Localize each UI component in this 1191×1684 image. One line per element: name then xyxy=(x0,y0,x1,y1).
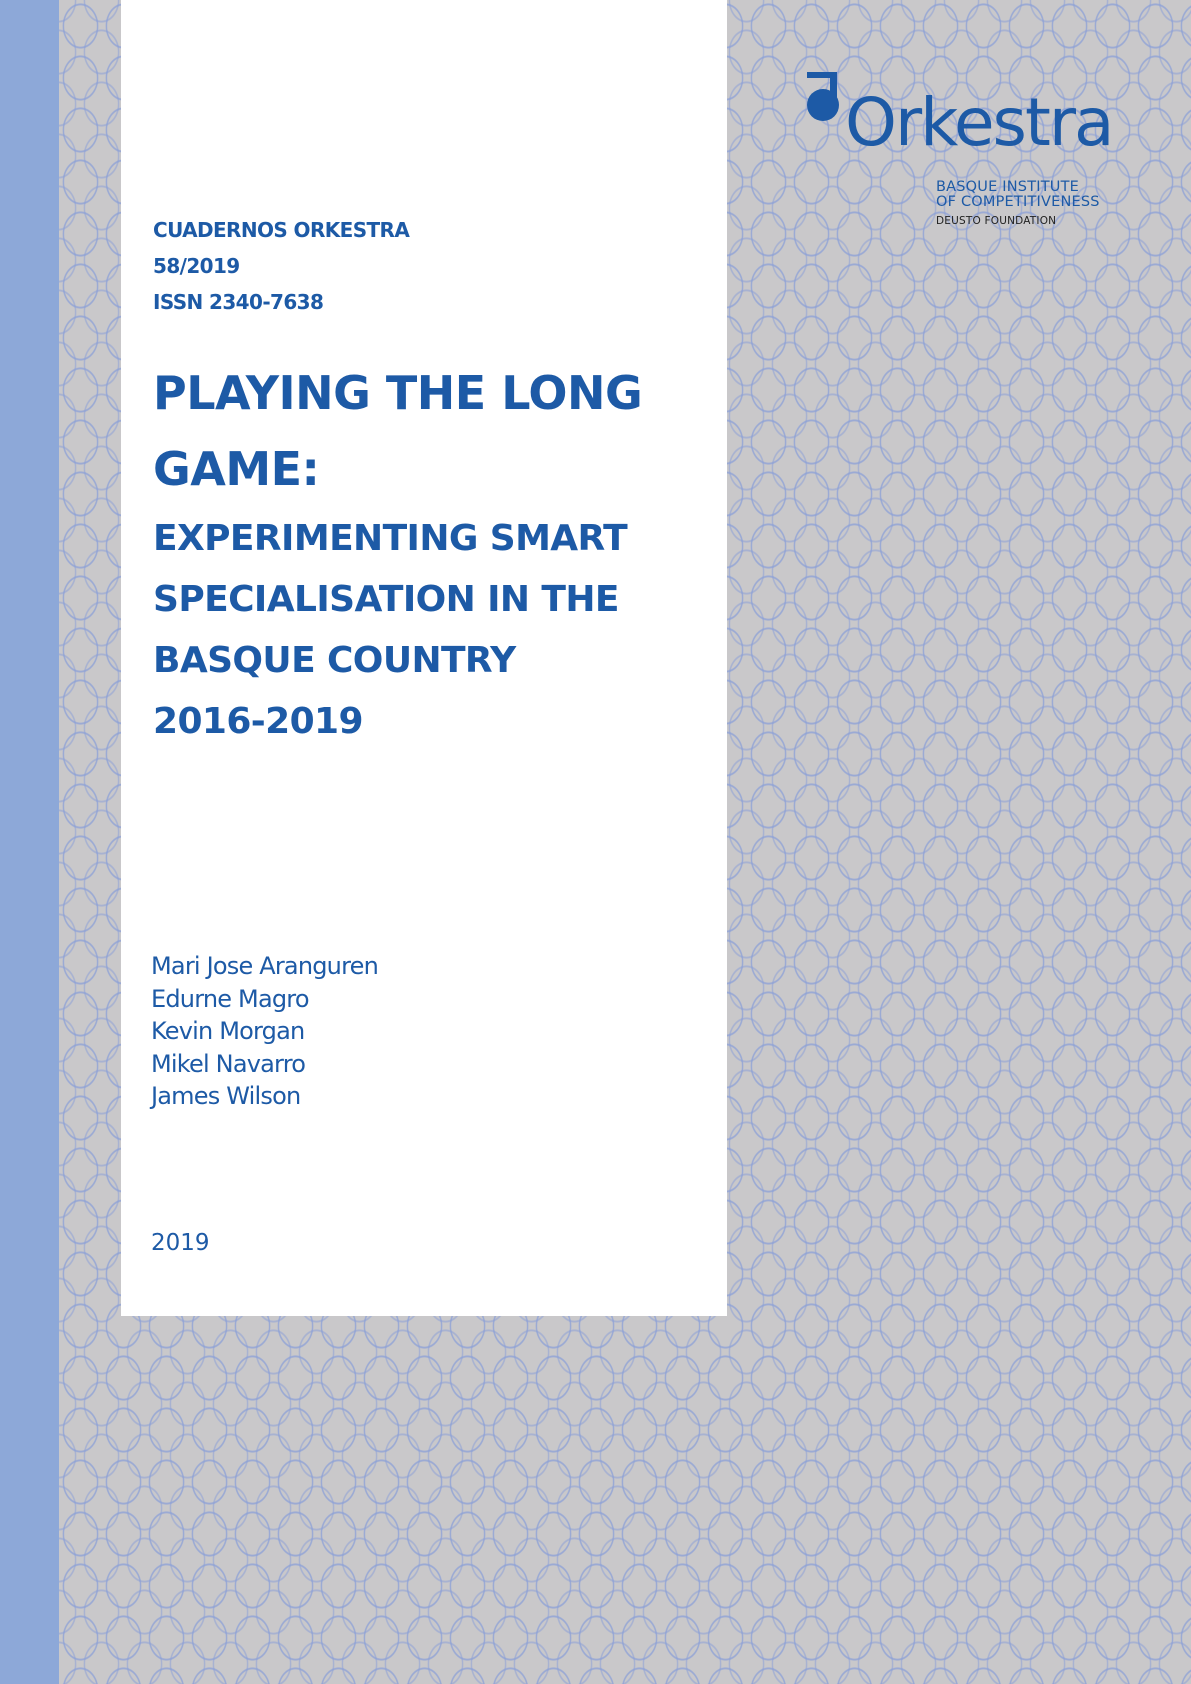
main-title-line-1: PLAYING THE LONG xyxy=(153,366,643,420)
author-name: Mikel Navarro xyxy=(151,1049,306,1078)
author-list xyxy=(151,950,378,1113)
series-info xyxy=(153,212,409,320)
series-issn: ISSN 2340-7638 xyxy=(153,290,324,314)
subtitle-line-2: SPECIALISATION IN THE xyxy=(153,579,619,620)
subtitle-line-1: EXPERIMENTING SMART xyxy=(153,518,628,559)
publication-year: 2019 xyxy=(151,1230,210,1256)
logo-tagline-2: OF COMPETITIVENESS xyxy=(936,194,1100,210)
author-name: Kevin Morgan xyxy=(151,1017,305,1045)
subtitle-line-4: 2016-2019 xyxy=(153,701,363,742)
series-name: CUADERNOS ORKESTRA xyxy=(153,218,410,242)
series-number: 58/2019 xyxy=(153,254,240,278)
author-name: James Wilson xyxy=(151,1082,301,1110)
author-name: Mari Jose Aranguren xyxy=(151,952,379,980)
orkestra-logo-mark-icon xyxy=(805,72,843,124)
orkestra-wordmark: Orkestra xyxy=(845,84,1113,161)
logo-tagline-3: DEUSTO FOUNDATION xyxy=(936,215,1057,227)
logo-tagline-1: BASQUE INSTITUTE xyxy=(936,179,1080,195)
orkestra-logo xyxy=(805,70,1125,230)
subtitle xyxy=(153,508,627,752)
main-title xyxy=(153,355,642,507)
left-color-stripe xyxy=(0,0,59,1684)
subtitle-line-3: BASQUE COUNTRY xyxy=(153,640,516,681)
main-title-line-2: GAME: xyxy=(153,442,320,496)
author-name: Edurne Magro xyxy=(151,984,309,1013)
